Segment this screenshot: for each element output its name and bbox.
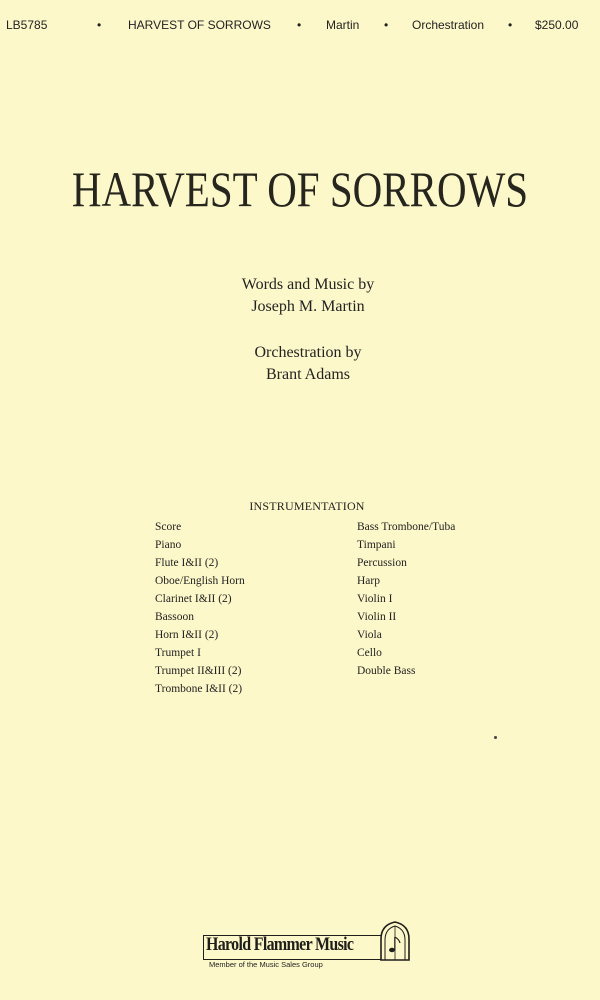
header-type: Orchestration xyxy=(412,18,485,32)
instrument-item: Flute I&II (2) xyxy=(155,557,219,569)
instrument-item: Bassoon xyxy=(155,611,194,623)
instrument-list-left xyxy=(155,518,245,698)
instrument-item: Clarinet I&II (2) xyxy=(155,593,232,605)
catalog-header xyxy=(6,18,594,36)
orchestrator-name: Brant Adams xyxy=(266,366,350,383)
header-price: $250.00 xyxy=(535,18,579,32)
words-label: Words and Music by xyxy=(241,276,375,293)
publisher-name: Harold Flammer Music xyxy=(206,934,354,955)
instrument-item: Trumpet I xyxy=(155,647,201,659)
composer-credit xyxy=(0,274,600,318)
instrument-item: Cello xyxy=(357,647,382,659)
bullet-separator: • xyxy=(508,18,513,32)
composer-name: Joseph M. Martin xyxy=(251,298,365,315)
orchestrator-credit xyxy=(0,342,600,386)
church-window-icon xyxy=(379,921,411,961)
header-title: HARVEST OF SORROWS xyxy=(128,18,271,32)
instrument-item: Trombone I&II (2) xyxy=(155,683,243,695)
instrument-item: Piano xyxy=(155,539,182,551)
instrument-item: Horn I&II (2) xyxy=(155,629,219,641)
instrument-item: Score xyxy=(155,521,182,533)
instrument-item: Bass Trombone/Tuba xyxy=(357,521,456,533)
instrument-item: Viola xyxy=(357,629,382,641)
speck-mark xyxy=(494,736,497,739)
catalog-code: LB5785 xyxy=(6,18,48,32)
instrument-item: Double Bass xyxy=(357,665,416,677)
publisher-member-text: Member of the Music Sales Group xyxy=(209,960,323,969)
publisher-logo xyxy=(203,921,413,977)
instrumentation-heading: INSTRUMENTATION xyxy=(249,499,365,513)
instrument-item: Trumpet II&III (2) xyxy=(155,665,242,677)
instrument-item: Violin I xyxy=(357,593,393,605)
orchestration-label: Orchestration by xyxy=(254,344,362,361)
instrument-list-right xyxy=(357,518,455,680)
bullet-separator: • xyxy=(384,18,389,32)
instrument-item: Percussion xyxy=(357,557,407,569)
instrument-item: Timpani xyxy=(357,539,396,551)
bullet-separator: • xyxy=(97,18,102,32)
instrument-item: Violin II xyxy=(357,611,397,623)
instrument-item: Harp xyxy=(357,575,380,587)
instrument-item: Oboe/English Horn xyxy=(155,575,245,587)
header-author: Martin xyxy=(326,18,360,32)
bullet-separator: • xyxy=(297,18,302,32)
page-title: HARVEST OF SORROWS xyxy=(71,161,529,217)
